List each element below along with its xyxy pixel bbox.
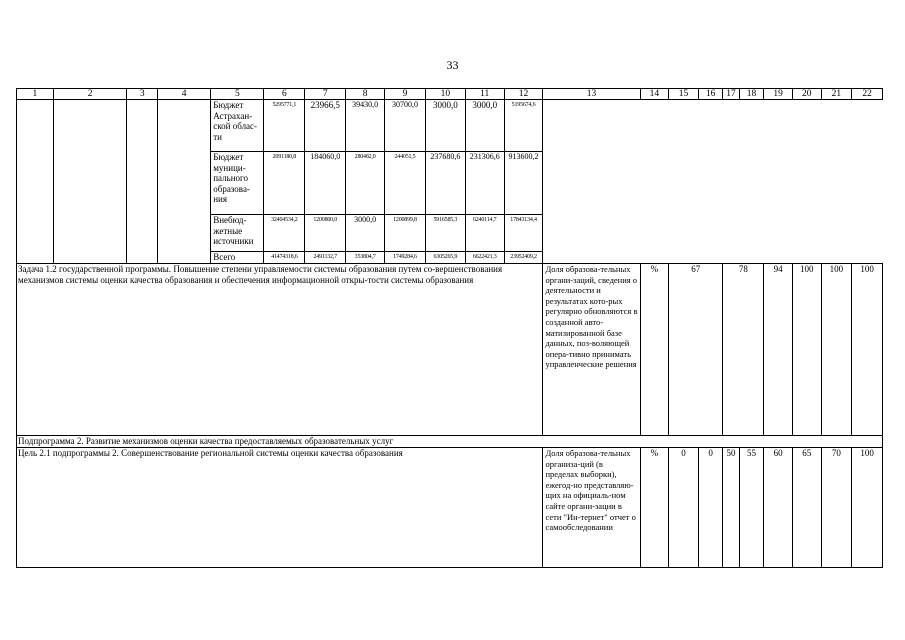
funding-value: 23966,5 [305, 100, 346, 152]
funding-value: 1200899,8 [385, 215, 426, 252]
indicator-value: 100 [821, 264, 852, 436]
funding-value: 3000,0 [465, 100, 504, 152]
col-number: 3 [127, 89, 158, 100]
funding-value: 32404534,2 [264, 215, 305, 252]
indicator-value: 0 [669, 448, 699, 568]
task-1-2-unit: % [640, 264, 669, 436]
empty-cell [17, 100, 54, 264]
indicator-value: 65 [792, 448, 821, 568]
funding-value: 6240114,7 [465, 215, 504, 252]
funding-value: 5916585,3 [425, 215, 465, 252]
col-number: 11 [465, 89, 504, 100]
task-1-2-description: Задача 1.2 государственной программы. Повышение степени управляемости системы образования путем со-вершенствования механизмов системы оценки качества образования и обеспечения информационной откры-тости системы образования [17, 264, 543, 436]
funding-value: 1749284,6 [385, 252, 426, 264]
col-number: 21 [821, 89, 852, 100]
funding-value: 244051,5 [385, 152, 426, 215]
funding-value: 39430,0 [346, 100, 385, 152]
funding-value: 3000,0 [425, 100, 465, 152]
funding-source: Внебюд-жетные источники [211, 215, 264, 252]
empty-cell [158, 100, 211, 264]
col-number: 5 [211, 89, 264, 100]
funding-value: 30700,0 [385, 100, 426, 152]
col-number: 22 [852, 89, 883, 100]
funding-source: Всего [211, 252, 264, 264]
funding-value: 913600,2 [504, 152, 543, 215]
subprogram-2-title: Подпрограмма 2. Развитие механизмов оценки качества предоставляемых образовательных услуг [17, 436, 883, 448]
col-number: 9 [385, 89, 426, 100]
funding-value: 2491132,7 [305, 252, 346, 264]
funding-value: 5295771,1 [264, 100, 305, 152]
indicator-value: 60 [764, 448, 793, 568]
goal-2-1-indicator: Доля образова-тельных организа-ций (в пределах выборки), ежегод-но представляю-щих на официаль-ном сайте органи-зации в сети "Ин-тернет" отчет о самообследовании [543, 448, 640, 568]
col-number: 1 [17, 89, 54, 100]
col-number: 15 [669, 89, 699, 100]
indicator-value: 100 [852, 448, 883, 568]
funding-value: 280482,0 [346, 152, 385, 215]
subprogram-row [17, 436, 883, 448]
funding-row [17, 100, 883, 152]
funding-value: 6305265,9 [425, 252, 465, 264]
indicator-value: 55 [739, 448, 764, 568]
goal-row [17, 448, 883, 568]
col-number: 17 [723, 89, 739, 100]
page-number: 33 [446, 58, 459, 72]
col-number: 6 [264, 89, 305, 100]
column-number-row [17, 89, 883, 100]
col-number: 18 [739, 89, 764, 100]
col-number: 16 [698, 89, 723, 100]
indicator-value: 100 [792, 264, 821, 436]
indicator-value: 100 [852, 264, 883, 436]
col-number: 14 [640, 89, 669, 100]
funding-value: 184060,0 [305, 152, 346, 215]
col-number: 20 [792, 89, 821, 100]
funding-value: 1200800,0 [305, 215, 346, 252]
indicator-value: 67 [669, 264, 723, 436]
empty-area [543, 100, 883, 264]
funding-value: 2091180,8 [264, 152, 305, 215]
indicator-value: 50 [723, 448, 739, 568]
empty-cell [127, 100, 158, 264]
indicator-value: 0 [698, 448, 723, 568]
col-number: 19 [764, 89, 793, 100]
funding-source: Бюджет муници-пального образова-ния [211, 152, 264, 215]
col-number: 7 [305, 89, 346, 100]
col-number: 13 [543, 89, 640, 100]
funding-value: 3000,0 [346, 215, 385, 252]
task-row [17, 264, 883, 436]
goal-2-1-unit: % [640, 448, 669, 568]
funding-value: 237680,6 [425, 152, 465, 215]
col-number: 8 [346, 89, 385, 100]
col-number: 10 [425, 89, 465, 100]
funding-value: 353804,7 [346, 252, 385, 264]
indicator-value: 94 [764, 264, 793, 436]
col-number: 2 [53, 89, 127, 100]
indicator-value: 70 [821, 448, 852, 568]
col-number: 12 [504, 89, 543, 100]
goal-2-1-description: Цель 2.1 подпрограммы 2. Совершенствование региональной системы оценки качества образования [17, 448, 543, 568]
funding-value: 5195674,6 [504, 100, 543, 152]
funding-value: 231306,6 [465, 152, 504, 215]
task-1-2-indicator: Доля образова-тельных органи-заций, сведения о деятельности и результатах кото-рых регулярно обновляются в созданной авто-матизированной базе данных, поз-воляющей опера-тивно принимать управленческие решения [543, 264, 640, 436]
program-table [16, 88, 883, 568]
funding-value: 6622421,3 [465, 252, 504, 264]
empty-cell [53, 100, 127, 264]
funding-value: 17843134,4 [504, 215, 543, 252]
funding-value: 41474318,6 [264, 252, 305, 264]
indicator-value: 78 [723, 264, 764, 436]
funding-source: Бюджет Астрахан-ской облас-ти [211, 100, 264, 152]
funding-value: 23952409,2 [504, 252, 543, 264]
col-number: 4 [158, 89, 211, 100]
